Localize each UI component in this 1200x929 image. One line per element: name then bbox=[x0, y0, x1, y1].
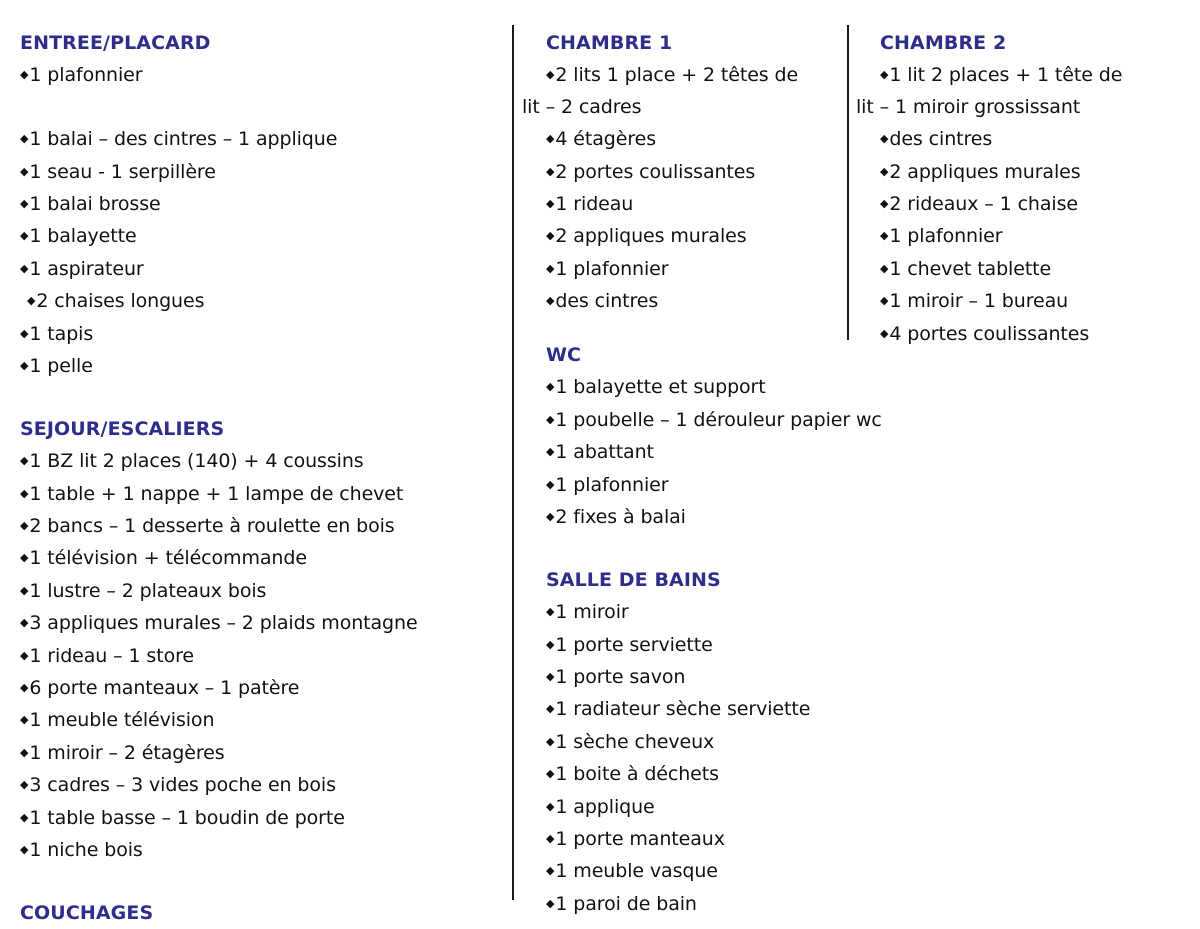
list-item: ◆1 table + 1 nappe + 1 lampe de chevet bbox=[20, 478, 500, 510]
list-item: ◆1 balai brosse bbox=[20, 188, 500, 220]
list-item: ◆1 rideau bbox=[522, 188, 842, 220]
list-item: ◆1 niche bois bbox=[20, 834, 500, 866]
left-column bbox=[20, 28, 500, 929]
column-divider-right bbox=[847, 25, 849, 340]
diamond-bullet-icon: ◆ bbox=[546, 670, 555, 684]
section-heading: WC bbox=[546, 344, 582, 366]
diamond-bullet-icon: ◆ bbox=[20, 843, 29, 857]
list-item: ◆1 balayette et support bbox=[522, 371, 942, 403]
list-item: ◆4 étagères bbox=[522, 123, 842, 155]
diamond-bullet-icon: ◆ bbox=[27, 294, 36, 308]
entree-item-list bbox=[20, 59, 500, 413]
diamond-bullet-icon: ◆ bbox=[20, 681, 29, 695]
diamond-bullet-icon: ◆ bbox=[20, 583, 29, 597]
diamond-bullet-icon: ◆ bbox=[546, 412, 555, 426]
list-item: ◆1 abattant bbox=[522, 436, 942, 468]
diamond-bullet-icon: ◆ bbox=[546, 229, 555, 243]
diamond-bullet-icon: ◆ bbox=[546, 605, 555, 619]
list-item: ◆1 radiateur sèche serviette bbox=[522, 693, 942, 725]
diamond-bullet-icon: ◆ bbox=[546, 68, 555, 82]
blank-line bbox=[20, 92, 500, 123]
list-item: ◆1 miroir bbox=[522, 596, 942, 628]
list-item: ◆1 miroir – 1 bureau bbox=[856, 285, 1196, 317]
list-item: ◆1 tapis bbox=[20, 318, 500, 350]
diamond-bullet-icon: ◆ bbox=[546, 261, 555, 275]
diamond-bullet-icon: ◆ bbox=[20, 132, 29, 146]
wc-item-list bbox=[522, 371, 942, 564]
diamond-bullet-icon: ◆ bbox=[20, 197, 29, 210]
list-item: ◆2 portes coulissantes bbox=[522, 156, 842, 188]
list-item: ◆4 portes coulissantes bbox=[856, 318, 1196, 350]
blank-line bbox=[522, 533, 942, 564]
list-item: ◆2 chaises longues bbox=[20, 285, 500, 317]
diamond-bullet-icon: ◆ bbox=[20, 713, 29, 727]
list-item: ◆1 sèche cheveux bbox=[522, 726, 942, 758]
section-heading: COUCHAGES bbox=[20, 901, 154, 924]
diamond-bullet-icon: ◆ bbox=[546, 445, 555, 459]
chambre1-item-list bbox=[522, 59, 842, 317]
diamond-bullet-icon: ◆ bbox=[20, 261, 29, 275]
diamond-bullet-icon: ◆ bbox=[546, 702, 555, 716]
diamond-bullet-icon: ◆ bbox=[20, 486, 29, 500]
list-item: ◆1 table basse – 1 boudin de porte bbox=[20, 802, 500, 834]
section-chambre-2 bbox=[856, 28, 1196, 350]
sejour-item-list bbox=[20, 445, 500, 898]
right-column bbox=[856, 28, 1196, 350]
diamond-bullet-icon: ◆ bbox=[20, 326, 29, 340]
list-item: ◆1 applique bbox=[522, 791, 942, 823]
list-item: ◆1 rideau – 1 store bbox=[20, 640, 500, 672]
list-item: ◆1 BZ lit 2 places (140) + 4 coussins bbox=[20, 445, 500, 477]
diamond-bullet-icon: ◆ bbox=[20, 229, 29, 243]
diamond-bullet-icon: ◆ bbox=[880, 261, 889, 275]
list-item: ◆1 meuble vasque bbox=[522, 855, 942, 887]
list-item: ◆1 pelle bbox=[20, 350, 500, 382]
diamond-bullet-icon: ◆ bbox=[546, 380, 555, 394]
diamond-bullet-icon: ◆ bbox=[546, 799, 555, 813]
diamond-bullet-icon: ◆ bbox=[546, 832, 555, 846]
section-heading: CHAMBRE 1 bbox=[546, 32, 673, 54]
list-item: ◆1 télévision + télécommande bbox=[20, 542, 500, 574]
list-item: ◆3 appliques murales – 2 plaids montagne bbox=[20, 607, 500, 639]
diamond-bullet-icon: ◆ bbox=[20, 745, 29, 759]
section-heading: CHAMBRE 2 bbox=[880, 32, 1007, 54]
diamond-bullet-icon: ◆ bbox=[20, 616, 29, 630]
list-item: ◆1 seau - 1 serpillère bbox=[20, 156, 500, 188]
diamond-bullet-icon: ◆ bbox=[20, 519, 29, 533]
section-entree-placard bbox=[20, 28, 500, 414]
diamond-bullet-icon: ◆ bbox=[20, 164, 29, 178]
section-couchages bbox=[20, 898, 500, 929]
section-sejour-escaliers bbox=[20, 414, 500, 898]
section-salle-de-bains bbox=[522, 565, 942, 920]
list-item: ◆1 porte serviette bbox=[522, 629, 942, 661]
list-item: ◆1 balai – des cintres – 1 applique bbox=[20, 123, 500, 155]
chambre2-item-list bbox=[856, 59, 1196, 350]
list-item: ◆1 aspirateur bbox=[20, 253, 500, 285]
section-chambre-1 bbox=[522, 28, 842, 318]
diamond-bullet-icon: ◆ bbox=[880, 132, 889, 146]
list-item: ◆1 plafonnier bbox=[20, 59, 500, 91]
list-item: ◆2 bancs – 1 desserte à roulette en bois bbox=[20, 510, 500, 542]
list-item: ◆des cintres bbox=[856, 123, 1196, 155]
diamond-bullet-icon: ◆ bbox=[880, 229, 889, 243]
diamond-bullet-icon: ◆ bbox=[20, 359, 29, 373]
diamond-bullet-icon: ◆ bbox=[546, 197, 555, 211]
diamond-bullet-icon: ◆ bbox=[546, 294, 555, 308]
diamond-bullet-icon: ◆ bbox=[880, 68, 889, 82]
list-item: ◆1 lit 2 places + 1 tête de bbox=[856, 59, 1196, 91]
list-item: ◆des cintres bbox=[522, 285, 842, 317]
diamond-bullet-icon: ◆ bbox=[546, 864, 555, 878]
list-item: ◆1 miroir – 2 étagères bbox=[20, 737, 500, 769]
diamond-bullet-icon: ◆ bbox=[880, 294, 889, 308]
diamond-bullet-icon: ◆ bbox=[880, 197, 889, 211]
section-wc bbox=[522, 340, 942, 565]
list-item: ◆1 balayette bbox=[20, 220, 500, 252]
diamond-bullet-icon: ◆ bbox=[20, 551, 29, 565]
list-item: ◆1 plafonnier bbox=[856, 220, 1196, 252]
list-item: ◆2 appliques murales bbox=[522, 220, 842, 252]
list-item: ◆1 boite à déchets bbox=[522, 758, 942, 790]
list-item: ◆2 fixes à balai bbox=[522, 501, 942, 533]
list-item: ◆1 paroi de bain bbox=[522, 888, 942, 920]
middle-column bbox=[522, 28, 842, 318]
list-item: ◆1 meuble télévision bbox=[20, 704, 500, 736]
list-item-continuation: lit – 1 miroir grossissant bbox=[856, 95, 1081, 118]
section-heading: ENTREE/PLACARD bbox=[20, 32, 211, 54]
diamond-bullet-icon: ◆ bbox=[20, 68, 29, 82]
diamond-bullet-icon: ◆ bbox=[546, 477, 555, 491]
list-item-continuation: lit – 2 cadres bbox=[522, 95, 642, 118]
list-item: ◆1 porte savon bbox=[522, 661, 942, 693]
list-item: ◆1 poubelle – 1 dérouleur papier wc bbox=[522, 404, 942, 436]
section-heading: SEJOUR/ESCALIERS bbox=[20, 417, 225, 440]
blank-line bbox=[20, 867, 500, 898]
list-item: ◆3 cadres – 3 vides poche en bois bbox=[20, 769, 500, 801]
list-item: ◆1 chevet tablette bbox=[856, 253, 1196, 285]
diamond-bullet-icon: ◆ bbox=[20, 648, 29, 662]
diamond-bullet-icon: ◆ bbox=[20, 810, 29, 824]
diamond-bullet-icon: ◆ bbox=[880, 326, 889, 340]
list-item: ◆1 porte manteaux bbox=[522, 823, 942, 855]
column-divider-left bbox=[512, 25, 514, 900]
diamond-bullet-icon: ◆ bbox=[20, 778, 29, 792]
diamond-bullet-icon: ◆ bbox=[546, 510, 555, 524]
salle-de-bains-item-list bbox=[522, 596, 942, 920]
diamond-bullet-icon: ◆ bbox=[546, 637, 555, 651]
list-item: ◆2 appliques murales bbox=[856, 156, 1196, 188]
diamond-bullet-icon: ◆ bbox=[20, 454, 29, 468]
list-item: ◆1 plafonnier bbox=[522, 253, 842, 285]
list-item: ◆1 plafonnier bbox=[522, 469, 942, 501]
blank-line bbox=[20, 382, 500, 413]
diamond-bullet-icon: ◆ bbox=[546, 132, 555, 146]
list-item: ◆2 rideaux – 1 chaise bbox=[856, 188, 1196, 220]
middle-lower-column bbox=[522, 340, 942, 920]
list-item: ◆6 porte manteaux – 1 patère bbox=[20, 672, 500, 704]
list-item: ◆2 lits 1 place + 2 têtes de bbox=[522, 59, 842, 91]
diamond-bullet-icon: ◆ bbox=[880, 164, 889, 178]
diamond-bullet-icon: ◆ bbox=[546, 896, 555, 910]
diamond-bullet-icon: ◆ bbox=[546, 164, 555, 178]
list-item: ◆1 lustre – 2 plateaux bois bbox=[20, 575, 500, 607]
diamond-bullet-icon: ◆ bbox=[546, 734, 555, 748]
section-heading: SALLE DE BAINS bbox=[546, 568, 721, 591]
diamond-bullet-icon: ◆ bbox=[546, 767, 555, 781]
